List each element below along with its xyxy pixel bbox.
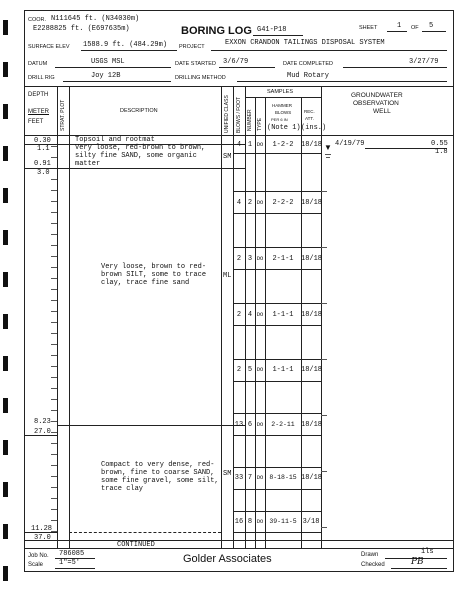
sample-number: 4 — [247, 311, 253, 319]
sample-number: 1 — [247, 141, 253, 149]
punch-hole — [3, 104, 8, 119]
project-value: EXXON CRANDON TAILINGS DISPOSAL SYSTEM — [225, 39, 385, 47]
layer-silt-line: brown SILT, some to trace — [101, 271, 207, 279]
layer-coarse-sand-line: trace clay — [101, 485, 144, 493]
depth-value: 1.1 — [37, 145, 50, 153]
punch-hole — [3, 482, 8, 497]
layer-sand-line: matter — [75, 160, 101, 168]
sheet-number: 1 — [397, 22, 402, 30]
layer-sand-line: silty fine SAND, some organic — [75, 152, 197, 160]
job-number-value: 786085 — [59, 550, 85, 558]
depth-value: 0.91 — [34, 160, 51, 168]
unified-class: SM — [223, 470, 232, 478]
sample-number: 3 — [247, 255, 253, 263]
col-number: NUMBER — [247, 109, 253, 131]
sample-recovery: 18/18 — [301, 366, 323, 374]
depth-value: 11.28 — [31, 525, 53, 533]
col-samples: SAMPLES — [267, 89, 293, 95]
col-well: WELL — [373, 108, 391, 115]
sample-recovery: 18/18 — [301, 199, 323, 207]
well-reading: 1.8 — [435, 148, 448, 156]
sample-type: DO — [256, 474, 264, 481]
depth-value: 27.0 — [34, 428, 51, 436]
surface-elev-label: SURFACE ELEV — [28, 44, 70, 50]
log-title: BORING LOG — [181, 25, 252, 37]
sample-blows: 13 — [234, 421, 244, 429]
unified-class: ML — [223, 272, 232, 280]
surface-elev-value: 1588.9 ft. (484.29m) — [83, 41, 168, 49]
col-type: TYPE — [257, 117, 263, 131]
sample-type: DO — [256, 311, 264, 318]
sample-hammer: 2-2-2 — [272, 199, 294, 207]
layer-coarse-sand-line: some fine gravel, some silt, — [101, 477, 219, 485]
depth-value: 37.0 — [34, 534, 51, 542]
checked-initials: PB — [411, 557, 424, 567]
punch-hole — [3, 314, 8, 329]
punch-hole — [3, 230, 8, 245]
water-level-icon: ▼ — [324, 143, 332, 152]
punch-hole — [3, 356, 8, 371]
sample-number: 7 — [247, 474, 253, 482]
layer-coarse-sand-line: brown, fine to coarse SAND, — [101, 469, 215, 477]
project-label: PROJECT — [179, 44, 205, 50]
well-reading: 0.55 — [431, 140, 448, 148]
date-completed-label: DATE COMPLETED — [283, 61, 334, 67]
sample-type: DO — [256, 518, 264, 525]
col-meter: METER — [28, 109, 49, 115]
col-unified-class: UNIFIED CLASS — [224, 95, 230, 133]
sample-number: 5 — [247, 366, 253, 374]
col-blows-foot: BLOWS / FOOT — [236, 96, 242, 133]
sample-number: 6 — [247, 421, 253, 429]
drilling-method-label: DRILLING METHOD — [175, 75, 226, 81]
checked-label: Checked — [361, 562, 385, 568]
punch-hole — [3, 524, 8, 539]
scale-value: 1"=5' — [59, 559, 81, 567]
sheet-total: 5 — [429, 22, 434, 30]
date-started-label: DATE STARTED — [175, 61, 216, 67]
punch-hole — [3, 398, 8, 413]
sample-blows: 2 — [236, 255, 242, 263]
sample-number: 8 — [247, 518, 253, 526]
sample-blows: 4 — [236, 141, 242, 149]
sample-blows: 2 — [236, 311, 242, 319]
coord-line-1: N111645 ft. (N34030m) — [51, 15, 140, 23]
sample-recovery: 18/18 — [301, 421, 323, 429]
sheet-label: SHEET — [359, 25, 378, 31]
sample-hammer: 39-11-5 — [269, 518, 297, 525]
job-number-label: Job No. — [28, 553, 49, 559]
punch-hole — [3, 20, 8, 35]
col-groundwater: GROUNDWATER — [351, 92, 403, 99]
sample-recovery: 18/18 — [301, 474, 323, 482]
col-observation: OBSERVATION — [353, 100, 399, 107]
datum-label: DATUM — [28, 61, 48, 67]
col-per-6in: PER 6 IN — [271, 117, 288, 122]
layer-sand-line: Very loose, red-brown to brown, — [75, 144, 206, 152]
boring-log-sheet — [24, 10, 454, 572]
scale-label: Scale — [28, 562, 44, 568]
drill-rig-value: Joy 12B — [91, 72, 121, 80]
drilling-method-value: Mud Rotary — [287, 72, 330, 80]
layer-silt-line: clay, trace fine sand — [101, 279, 190, 287]
of-label: OF — [411, 25, 419, 31]
col-hammer: HAMMER — [272, 103, 292, 108]
sample-type: DO — [256, 199, 264, 206]
datum-value: USGS MSL — [91, 58, 125, 66]
sample-blows: 4 — [236, 199, 242, 207]
col-strat-plot: STRAT. PLOT — [60, 99, 66, 131]
date-completed-value: 3/27/79 — [409, 58, 439, 66]
sample-type: DO — [256, 421, 264, 428]
sample-recovery: 18/18 — [301, 255, 323, 263]
sample-hammer: 2-1-1 — [272, 255, 294, 263]
sample-recovery: 3/18 — [302, 518, 320, 526]
punch-hole — [3, 440, 8, 455]
sample-type: DO — [256, 366, 264, 373]
depth-value: 8.23 — [34, 418, 51, 426]
sample-blows: 33 — [234, 474, 244, 482]
drawn-value: ils — [421, 548, 434, 556]
layer-coarse-sand-line: Compact to very dense, red- — [101, 461, 215, 469]
sample-blows: 16 — [234, 518, 244, 526]
depth-value: 0.30 — [34, 137, 51, 145]
well-date: 4/19/79 — [335, 140, 365, 148]
col-description: DESCRIPTION — [120, 108, 158, 114]
coord-label: COOR. — [28, 17, 47, 23]
drill-rig-label: DRILL RIG — [28, 75, 55, 81]
col-ins: (ins.) — [301, 124, 327, 132]
punch-hole — [3, 62, 8, 77]
sample-hammer: 1-1-1 — [272, 311, 294, 319]
punch-hole — [3, 188, 8, 203]
layer-silt-line: Very loose, brown to red- — [101, 263, 207, 271]
sample-hammer: 2-2-11 — [271, 421, 295, 428]
sample-recovery: 18/18 — [301, 311, 323, 319]
date-started-value: 3/6/79 — [223, 58, 249, 66]
sample-recovery: 18/18 — [301, 141, 323, 149]
sample-hammer: 1-2-2 — [272, 141, 294, 149]
col-feet: FEET — [28, 119, 44, 125]
punch-hole — [3, 566, 8, 581]
col-att: ATT. — [305, 116, 314, 121]
continued-label: CONTINUED — [117, 541, 155, 549]
col-depth: DEPTH — [28, 92, 49, 98]
log-id: G41-P18 — [257, 26, 287, 34]
sample-hammer: 8-18-15 — [269, 474, 297, 481]
depth-value: 3.0 — [37, 169, 50, 177]
punch-hole — [3, 146, 8, 161]
drawn-label: Drawn — [361, 552, 379, 558]
layer-topsoil: Topsoil and rootmat — [75, 136, 155, 144]
sample-type: DO — [256, 255, 264, 262]
company-name: Golder Associates — [183, 553, 272, 565]
sample-type: DO — [256, 141, 264, 148]
col-rec: REC. — [304, 109, 315, 114]
col-note: (Note 1) — [267, 124, 301, 132]
coord-line-2: E2288825 ft. (E697635m) — [33, 25, 130, 33]
sample-hammer: 1-1-1 — [272, 366, 294, 374]
col-blows: BLOWS — [275, 110, 292, 115]
unified-class: SM — [223, 153, 232, 161]
punch-hole — [3, 272, 8, 287]
sample-number: 2 — [247, 199, 253, 207]
sample-blows: 2 — [236, 366, 242, 374]
